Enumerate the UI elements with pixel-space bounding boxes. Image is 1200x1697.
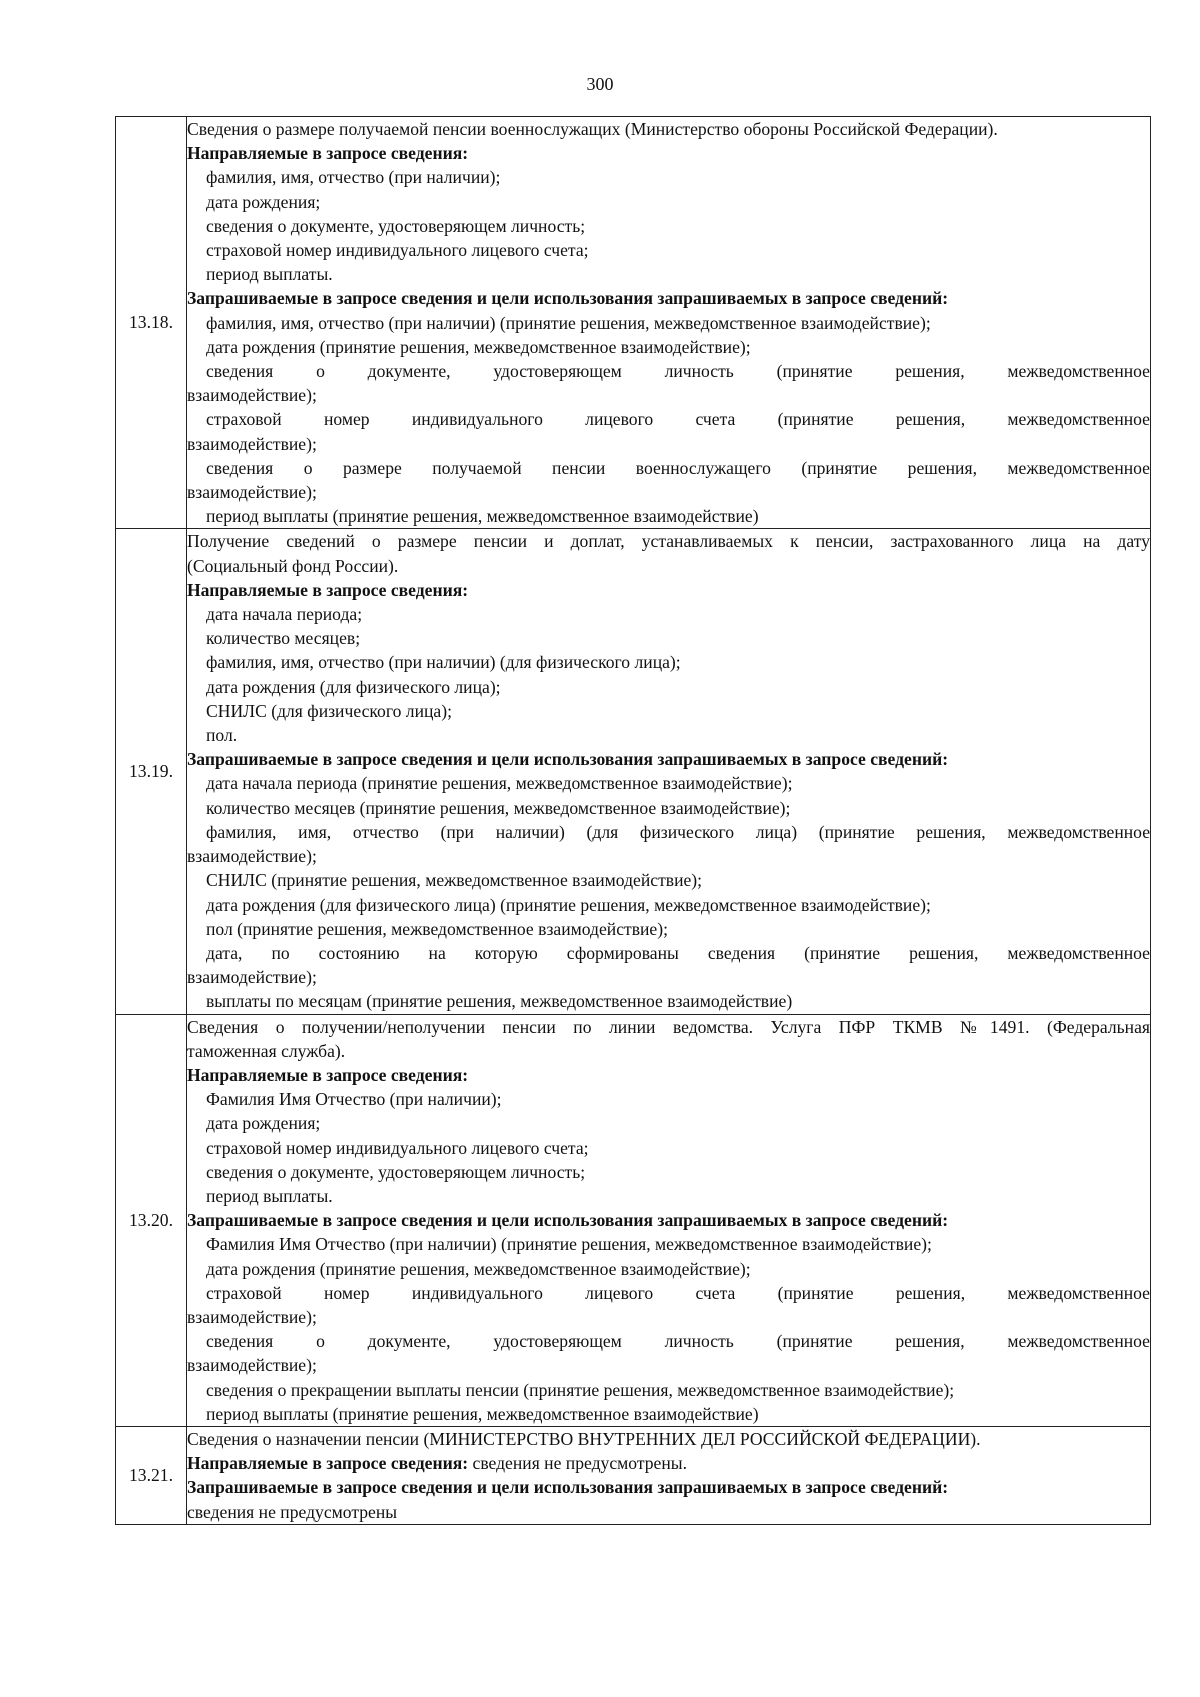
list-item: период выплаты (принятие решения, межведомственное взаимодействие)	[206, 506, 759, 527]
sent-line	[187, 1451, 1150, 1475]
sent-heading: Направляемые в запросе сведения:	[187, 143, 469, 164]
list-item: период выплаты (принятие решения, межведомственное взаимодействие)	[206, 1403, 759, 1424]
list-item: дата рождения (принятие решения, межведомственное взаимодействие);	[206, 1258, 751, 1279]
list-item: дата начала периода;	[206, 604, 363, 625]
requested-heading: Запрашиваемые в запросе сведения и цели использования запрашиваемых в запросе сведений:	[187, 288, 949, 309]
list-item: пол.	[206, 725, 238, 746]
table-row	[116, 1014, 1151, 1426]
list-item: фамилия, имя, отчество (при наличии) (принятие решения, межведомственное взаимодействие);	[206, 312, 931, 333]
list-item: сведения о размере получаемой пенсии военнослужащего (принятие решения, межведомственное	[206, 457, 1150, 478]
list-item: страховой номер индивидуального лицевого счета;	[206, 1137, 589, 1158]
list-item: сведения о документе, удостоверяющем личность (принятие решения, межведомственное	[206, 361, 1150, 382]
row-number: 13.18.	[116, 117, 187, 529]
table-row	[116, 529, 1151, 1014]
list-item: выплаты по месяцам (принятие решения, межведомственное взаимодействие)	[206, 991, 793, 1012]
table-row	[116, 117, 1151, 529]
list-item: страховой номер индивидуального лицевого счета;	[206, 240, 589, 261]
table-row	[116, 1426, 1151, 1524]
list-item: количество месяцев;	[206, 628, 361, 649]
list-item: дата рождения (для физического лица);	[206, 676, 501, 697]
list-item: дата рождения (принятие решения, межведомственное взаимодействие);	[206, 336, 751, 357]
row-content	[187, 1014, 1151, 1426]
list-item: период выплаты.	[206, 1185, 333, 1206]
list-item: фамилия, имя, отчество (при наличии);	[206, 167, 501, 188]
list-item: Фамилия Имя Отчество (при наличии);	[206, 1089, 502, 1110]
requested-heading: Запрашиваемые в запросе сведения и цели использования запрашиваемых в запросе сведений:	[187, 1210, 949, 1231]
row-content	[187, 529, 1151, 1014]
row-title: Получение сведений о размере пенсии и доплат, устанавливаемых к пенсии, застрахованного лица на дату	[187, 531, 1150, 552]
sent-heading: Направляемые в запросе сведения:	[187, 579, 469, 600]
list-item-continuation: взаимодействие);	[187, 433, 317, 454]
list-item: сведения о документе, удостоверяющем личность (принятие решения, межведомственное	[206, 1331, 1150, 1352]
list-item: дата рождения;	[206, 1113, 321, 1134]
list-item: дата начала периода (принятие решения, межведомственное взаимодействие);	[206, 773, 793, 794]
list-item: страховой номер индивидуального лицевого счета (принятие решения, межведомственное	[206, 1282, 1150, 1303]
row-title-continuation: таможенная служба).	[187, 1040, 346, 1061]
sent-heading: Направляемые в запросе сведения:	[187, 1453, 469, 1474]
list-item: Фамилия Имя Отчество (при наличии) (принятие решения, межведомственное взаимодействие);	[206, 1234, 932, 1255]
row-number: 13.21.	[116, 1426, 187, 1524]
row-number: 13.20.	[116, 1014, 187, 1426]
requested-heading: Запрашиваемые в запросе сведения и цели использования запрашиваемых в запросе сведений:	[187, 1477, 949, 1498]
row-number: 13.19.	[116, 529, 187, 1014]
list-item: СНИЛС (для физического лица);	[206, 700, 452, 721]
row-title: Сведения о получении/неполучении пенсии по линии ведомства. Услуга ПФР ТКМВ №1491. (Федеральная	[187, 1016, 1150, 1037]
page-number: 300	[586, 74, 614, 94]
sent-heading: Направляемые в запросе сведения:	[187, 1064, 469, 1085]
list-item-continuation: взаимодействие);	[187, 846, 317, 867]
list-item-continuation: взаимодействие);	[187, 1306, 317, 1327]
row-content	[187, 1426, 1151, 1524]
list-item: период выплаты.	[206, 264, 333, 285]
list-item: дата, по состоянию на которую сформированы сведения (принятие решения, межведомственное	[206, 942, 1150, 963]
row-content	[187, 117, 1151, 529]
list-item: страховой номер индивидуального лицевого счета (принятие решения, межведомственное	[206, 409, 1150, 430]
list-item-continuation: взаимодействие);	[187, 1355, 317, 1376]
row-title: Сведения о назначении пенсии (МИНИСТЕРСТВО ВНУТРЕННИХ ДЕЛ РОССИЙСКОЙ ФЕДЕРАЦИИ).	[187, 1428, 981, 1449]
list-item: сведения о документе, удостоверяющем личность;	[206, 1161, 586, 1182]
row-title: Сведения о размере получаемой пенсии военнослужащих (Министерство обороны Российской Федерации).	[187, 119, 998, 139]
list-item: СНИЛС (принятие решения, межведомственное взаимодействие);	[206, 870, 703, 891]
list-item-continuation: взаимодействие);	[187, 482, 317, 503]
list-item: дата рождения (для физического лица) (принятие решения, межведомственное взаимодействие);	[206, 894, 931, 915]
list-item: дата рождения;	[206, 191, 321, 212]
sent-inline-text: сведения не предусмотрены.	[468, 1453, 687, 1474]
list-item: сведения о документе, удостоверяющем личность;	[206, 215, 586, 236]
list-item: фамилия, имя, отчество (при наличии) (для физического лица) (принятие решения, межведомственное	[206, 821, 1150, 842]
list-item-continuation: взаимодействие);	[187, 967, 317, 988]
services-table	[115, 116, 1151, 1525]
list-item: фамилия, имя, отчество (при наличии) (для физического лица);	[206, 652, 681, 673]
row-title-continuation: (Социальный фонд России).	[187, 555, 399, 576]
requested-heading: Запрашиваемые в запросе сведения и цели использования запрашиваемых в запросе сведений:	[187, 749, 949, 770]
list-item-continuation: взаимодействие);	[187, 385, 317, 406]
list-item: сведения о прекращении выплаты пенсии (принятие решения, межведомственное взаимодействие);	[206, 1379, 955, 1400]
list-item: пол (принятие решения, межведомственное взаимодействие);	[206, 918, 668, 939]
list-item: количество месяцев (принятие решения, межведомственное взаимодействие);	[206, 797, 791, 818]
requested-text: сведения не предусмотрены	[187, 1501, 398, 1522]
